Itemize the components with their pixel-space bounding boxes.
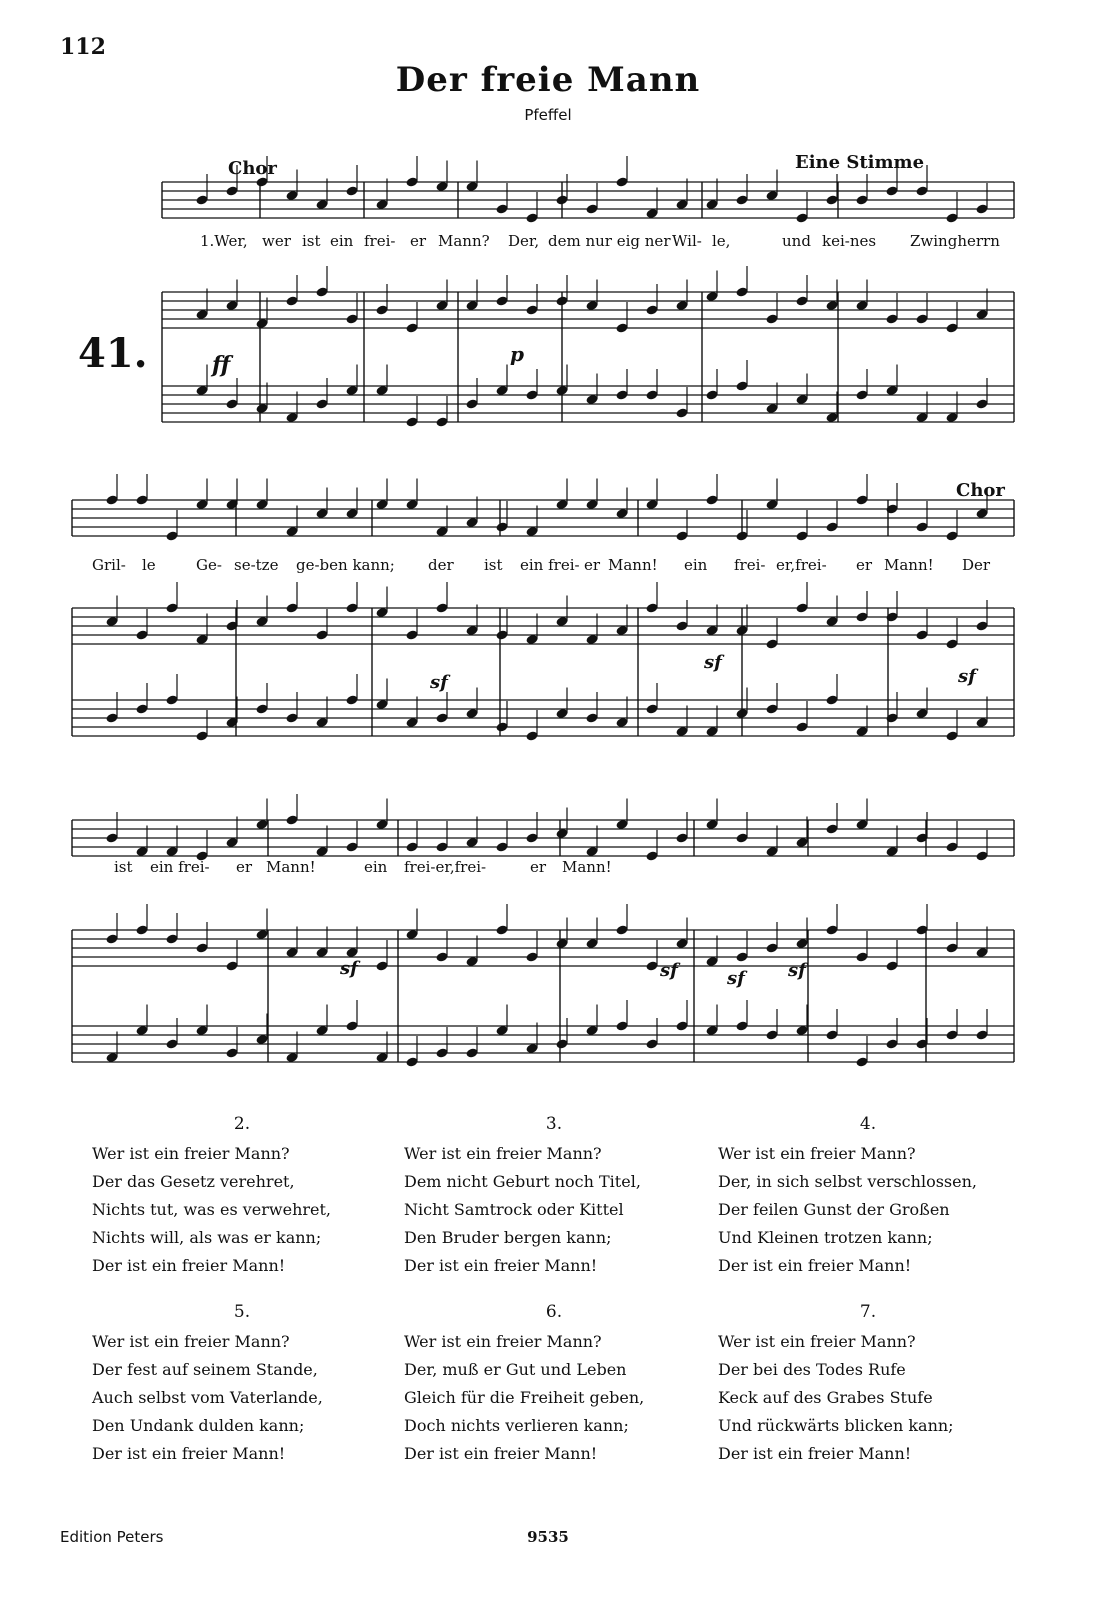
verse-line: Der bei des Todes Rufe <box>718 1360 906 1379</box>
verse-number: 3. <box>545 1114 563 1134</box>
lyric: ein <box>364 858 388 876</box>
verse-line: Doch nichts verlieren kann; <box>404 1416 629 1435</box>
verse-line: Wer ist ein freier Mann? <box>92 1144 290 1163</box>
dynamic-ff: ff <box>212 352 231 378</box>
dynamic-sf: sf <box>430 672 448 693</box>
dynamic-sf: sf <box>660 960 678 981</box>
lyric: ein frei- <box>150 858 210 876</box>
verse-line: Der das Gesetz verehret, <box>92 1172 295 1191</box>
dynamic-sf: sf <box>727 968 745 989</box>
verse-line: Dem nicht Geburt noch Titel, <box>404 1172 641 1191</box>
dynamic-sf: sf <box>340 958 358 979</box>
lyric: Zwingherrn <box>910 232 1000 250</box>
lyric: er <box>236 858 253 876</box>
verse-line: Der feilen Gunst der Großen <box>718 1200 950 1219</box>
lyric: se-tze <box>234 556 279 574</box>
lyric: wer <box>262 232 291 250</box>
verse-line: Wer ist ein freier Mann? <box>718 1144 916 1163</box>
lyric: er <box>410 232 427 250</box>
lyric: der <box>428 556 454 574</box>
lyric: frei- <box>734 556 766 574</box>
lyric: dem nur eig ner <box>548 232 671 250</box>
lyric: Der, <box>508 232 540 250</box>
song-title: Der freie Mann <box>395 60 701 100</box>
dynamic-sf: sf <box>788 960 806 981</box>
verse-5 <box>92 1298 392 1468</box>
verse-6 <box>404 1298 704 1468</box>
verse-3 <box>404 1110 704 1280</box>
lyric: ist <box>114 858 133 876</box>
lyric: ist <box>302 232 321 250</box>
dynamic-sf: sf <box>958 666 976 687</box>
publisher: Edition Peters <box>60 1528 164 1546</box>
lyric: Mann? <box>438 232 490 250</box>
verse-line: Der ist ein freier Mann! <box>404 1256 598 1275</box>
verse-line: Der, in sich selbst verschlossen, <box>718 1172 977 1191</box>
verse-line: Der ist ein freier Mann! <box>718 1444 912 1463</box>
verse-4 <box>718 1110 1018 1280</box>
verse-number: 7. <box>859 1302 877 1322</box>
lyric: ein <box>330 232 354 250</box>
verse-line: Den Undank dulden kann; <box>92 1416 305 1435</box>
verse-line: Gleich für die Freiheit geben, <box>404 1388 645 1407</box>
verse-line: Nicht Samtrock oder Kittel <box>404 1200 624 1219</box>
lyric: kei-nes <box>822 232 877 250</box>
verse-line: Der ist ein freier Mann! <box>404 1444 598 1463</box>
verse-line: Der, muß er Gut und Leben <box>404 1360 627 1379</box>
label-chor: Chor <box>228 158 277 179</box>
verse-line: Der ist ein freier Mann! <box>92 1444 286 1463</box>
label-eine-stimme: Eine Stimme <box>795 152 925 173</box>
verse-2 <box>92 1110 392 1280</box>
lyric: er <box>584 556 601 574</box>
verse-line: Nichts tut, was es verwehret, <box>92 1200 331 1219</box>
lyric: ein <box>684 556 708 574</box>
plate-number: 9535 <box>527 1528 569 1546</box>
author: Pfeffel <box>524 106 572 124</box>
verse-number: 6. <box>545 1302 563 1322</box>
verse-number: 2. <box>233 1114 251 1134</box>
verse-line: Auch selbst vom Vaterlande, <box>92 1388 323 1407</box>
verse-line: Wer ist ein freier Mann? <box>404 1332 602 1351</box>
lyric: ge-ben kann; <box>296 556 395 574</box>
lyric: Der <box>962 556 991 574</box>
lyric: und <box>782 232 811 250</box>
lyric: le <box>142 556 156 574</box>
verse-line: Der ist ein freier Mann! <box>718 1256 912 1275</box>
lyric: er,frei- <box>776 556 827 574</box>
lyric: Ge- <box>196 556 222 574</box>
lyric: Mann! <box>608 556 658 574</box>
lyric: ist <box>484 556 503 574</box>
lyric: Mann! <box>884 556 934 574</box>
verse-line: Nichts will, als was er kann; <box>92 1228 322 1247</box>
verse-line: Und rückwärts blicken kann; <box>718 1416 954 1435</box>
verse-number: 5. <box>233 1302 251 1322</box>
lyric: frei-er,frei- <box>404 858 487 876</box>
verse-line: Der fest auf seinem Stande, <box>92 1360 318 1379</box>
lyric: 1.Wer, <box>200 232 248 250</box>
page-number: 112 <box>60 34 106 60</box>
verse-line: Wer ist ein freier Mann? <box>92 1332 290 1351</box>
lyric: er <box>530 858 547 876</box>
verse-line: Den Bruder bergen kann; <box>404 1228 612 1247</box>
label-chor-2: Chor <box>956 480 1005 501</box>
verse-7 <box>718 1298 1018 1468</box>
verse-line: Wer ist ein freier Mann? <box>718 1332 916 1351</box>
lyric: Gril- <box>92 556 126 574</box>
verse-line: Der ist ein freier Mann! <box>92 1256 286 1275</box>
verse-line: Und Kleinen trotzen kann; <box>718 1228 933 1247</box>
lyric: er <box>856 556 873 574</box>
lyric: le, <box>712 232 731 250</box>
dynamic-p: p <box>510 342 524 366</box>
verse-number: 4. <box>859 1114 877 1134</box>
lyric: frei- <box>364 232 396 250</box>
dynamic-sf: sf <box>704 652 722 673</box>
verse-line: Keck auf des Grabes Stufe <box>718 1388 933 1407</box>
lyric: Wil- <box>672 232 702 250</box>
song-number: 41. <box>78 330 148 377</box>
verse-line: Wer ist ein freier Mann? <box>404 1144 602 1163</box>
lyric: ein frei- <box>520 556 580 574</box>
lyric: Mann! <box>562 858 612 876</box>
lyric: Mann! <box>266 858 316 876</box>
